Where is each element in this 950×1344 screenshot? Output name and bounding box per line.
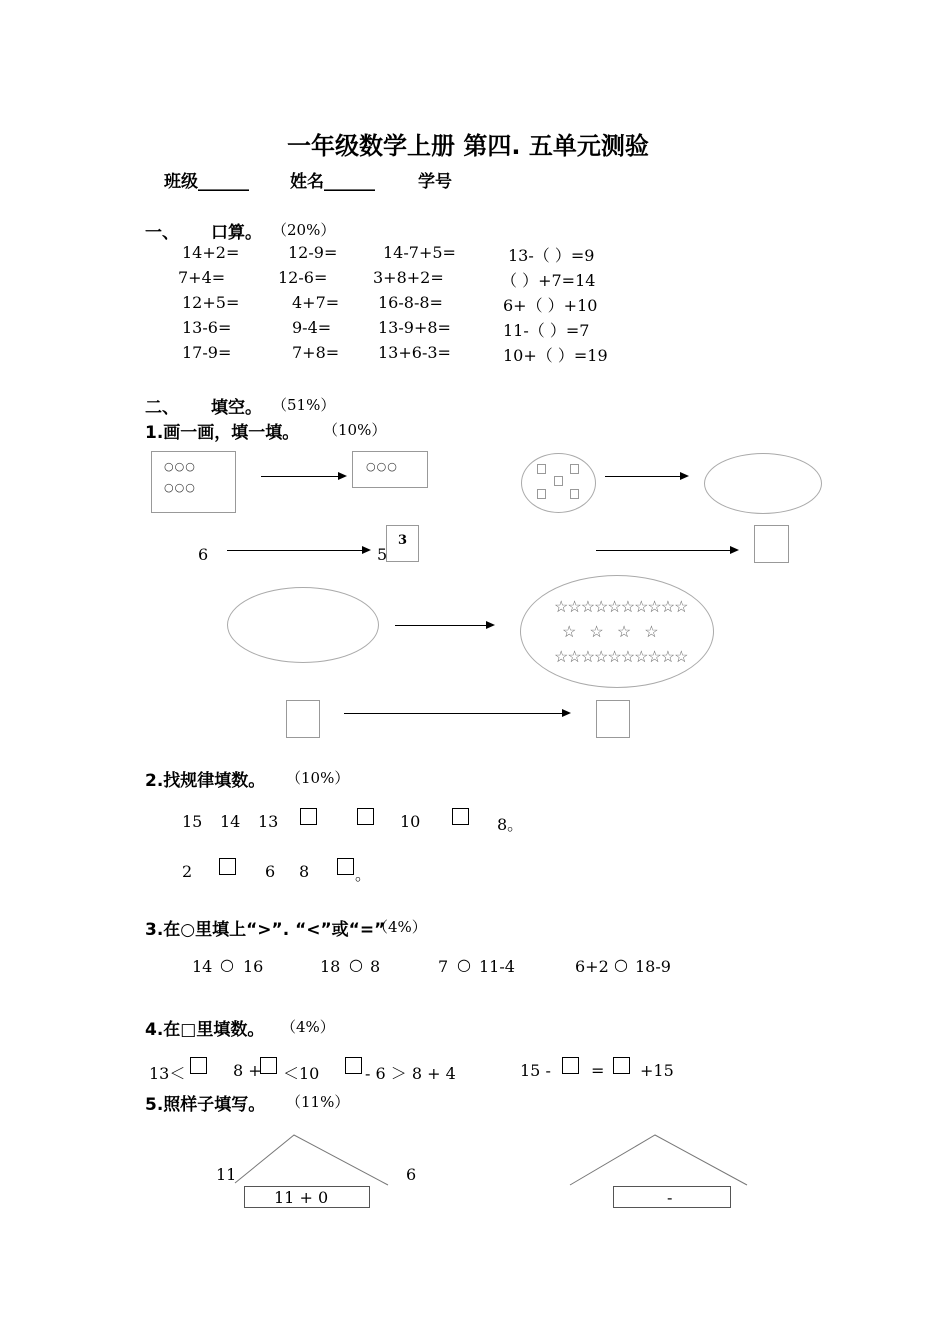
calc-item: 6+（ ）+10 [503,296,598,315]
calc-item: 12-9= [288,243,338,262]
fill-expr-4b: = [591,1061,605,1080]
calc-item: 7+4= [178,268,226,287]
blank-box[interactable] [345,1057,362,1076]
stars-row-middle: ☆ ☆ ☆ ☆ [562,622,663,641]
blank-box[interactable] [562,1057,579,1076]
answer-box[interactable] [596,700,630,738]
fill-expr-2a: 8 + [233,1061,262,1080]
sequence-number: 6 [265,862,276,881]
calc-item: 14+2= [182,243,240,262]
dots-row-bottom: ○○○ [164,481,196,494]
q5-title: 5.照样子填写。 [145,1095,266,1115]
calc-item: 11-（ ）=7 [503,321,590,340]
decompose-roof-right [565,1130,755,1190]
calc-item: 13-6= [182,318,232,337]
arrow-right [605,476,687,477]
stars-row-top: ☆☆☆☆☆☆☆☆☆☆ [554,597,688,616]
q4-title: 4.在□里填数。 [145,1020,265,1040]
calc-item: 4+7= [292,293,340,312]
q1-percent: （10%） [323,421,387,439]
q3-title: 3.在○里填上“>”. “<”或“=” [145,920,386,940]
number-field[interactable]: 学号 [418,172,452,192]
q3-percent: （4%） [373,918,427,936]
calc-item: 7+8= [292,343,340,362]
compare-circle[interactable]: ○ [220,955,234,974]
blank-box[interactable] [260,1057,277,1076]
mini-square [570,489,579,499]
example-expression: 11 + 0 [274,1188,329,1207]
sequence-number: 2 [182,862,193,881]
sequence-number: 14 [220,812,241,831]
compare-circle[interactable]: ○ [349,955,363,974]
fill-expr-2b: ＜10 [283,1064,320,1083]
calc-item: 13-9+8= [378,318,451,337]
calc-item: 13+6-3= [378,343,451,362]
arrow-right [596,550,737,551]
section1-number: 一、 [145,223,179,243]
compare-right: 11-4 [479,957,515,976]
empty-oval[interactable] [704,453,822,514]
dots-row-top: ○○○ [164,460,196,473]
fill-expr-3: - 6 ＞ 8 + 4 [365,1064,456,1083]
sequence-number: 15 [182,812,203,831]
section2-name: 填空。 [211,398,262,418]
number-six: 6 [198,545,209,564]
section1-name: 口算。 [211,223,262,243]
blank-box[interactable] [337,858,354,877]
dots-target-row: ○○○ [366,460,398,473]
arrow-right [344,713,569,714]
compare-right: 8 [370,957,381,976]
answer-minus: - [667,1188,673,1207]
fill-expr-1: 13＜ [149,1064,186,1083]
mini-square [570,464,579,474]
stars-row-bottom: ☆☆☆☆☆☆☆☆☆☆ [554,647,688,666]
empty-oval[interactable] [227,587,379,663]
sequence-number: 10 [400,812,421,831]
blank-box[interactable] [190,1057,207,1076]
calc-item: 14-7+5= [383,243,456,262]
answer-box[interactable] [286,700,320,738]
compare-right: 16 [243,957,264,976]
fill-expr-4c: +15 [640,1061,674,1080]
sequence-number: 8。 [497,815,524,834]
calc-item: 12+5= [182,293,240,312]
blank-box[interactable] [613,1057,630,1076]
calc-item: （ ）+7=14 [501,271,596,290]
sequence-number: 13 [258,812,279,831]
blank-box[interactable] [300,808,317,827]
q2-percent: （10%） [286,769,350,787]
q1-title: 1.画一画，填一填。 [145,423,300,443]
section2-number: 二、 [145,398,179,418]
arrow-right [261,476,345,477]
sequence-number: 8 [299,862,310,881]
blank-box[interactable] [452,808,469,827]
calc-item: 13-（ ）=9 [508,246,595,265]
name-field[interactable]: 姓名______ [290,172,375,192]
section1-percent: （20%） [272,221,336,239]
arrow-right [395,625,493,626]
q4-percent: （4%） [281,1018,335,1036]
compare-circle[interactable]: ○ [614,955,628,974]
blank-box[interactable] [219,858,236,877]
mini-square [537,464,546,474]
calc-item: 17-9= [182,343,232,362]
compare-left: 14 [192,957,213,976]
decompose-left-number: 11 [216,1165,237,1184]
calc-item: 3+8+2= [373,268,444,287]
section2-percent: （51%） [272,396,336,414]
calc-item: 12-6= [278,268,328,287]
compare-left: 18 [320,957,341,976]
class-field[interactable]: 班级______ [164,172,249,192]
compare-right: 18-9 [635,957,671,976]
answer-box[interactable] [754,525,789,563]
compare-left: 6+2 [575,957,609,976]
answer-three: 3 [398,533,408,548]
calc-item: 9-4= [292,318,332,337]
compare-left: 7 [438,957,449,976]
mini-square [554,476,563,486]
mini-square [537,489,546,499]
sequence-end: 。 [355,865,372,884]
arrow-right [227,550,369,551]
fill-expr-4a: 15 - [520,1061,551,1080]
decompose-right-number: 6 [406,1165,417,1184]
compare-circle[interactable]: ○ [457,955,471,974]
q5-percent: （11%） [286,1093,350,1111]
calc-item: 10+（ ）=19 [503,346,608,365]
q2-title: 2.找规律填数。 [145,771,266,791]
blank-box[interactable] [357,808,374,827]
page-title: 一年级数学上册 第四. 五单元测验 [287,132,649,160]
number-five: 5 [377,545,388,564]
calc-item: 16-8-8= [378,293,443,312]
